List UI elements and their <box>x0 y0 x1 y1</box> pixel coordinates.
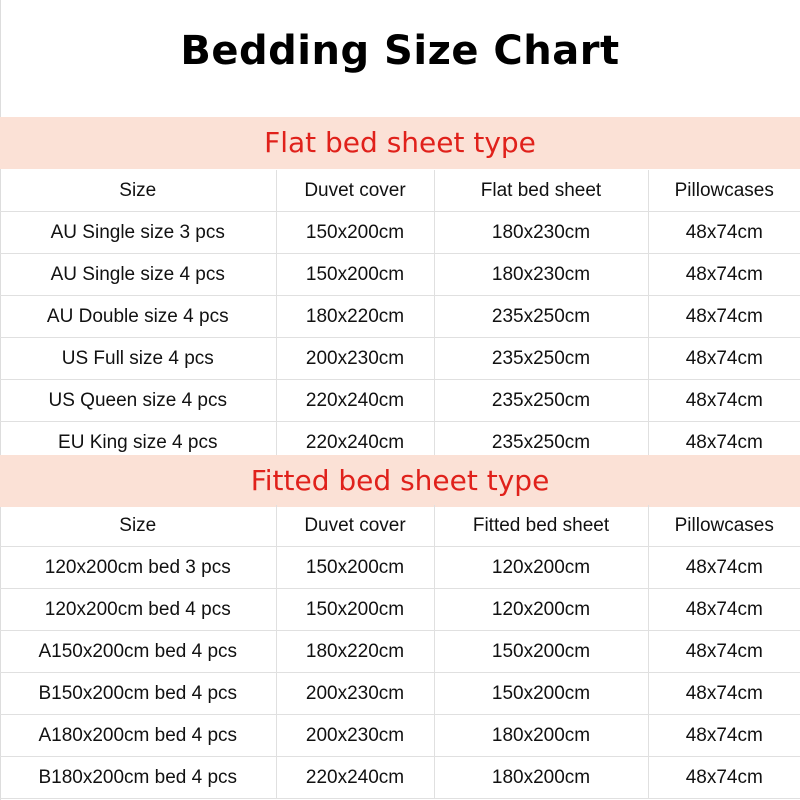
flat-size-table <box>0 170 800 464</box>
table-cell: 120x200cm <box>434 547 648 589</box>
table-cell: 48x74cm <box>648 715 800 757</box>
column-header: Size <box>0 505 276 547</box>
table-cell: AU Single size 4 pcs <box>0 254 276 296</box>
table-cell: 150x200cm <box>276 547 434 589</box>
column-header: Duvet cover <box>276 505 434 547</box>
table-cell: 235x250cm <box>434 380 648 422</box>
table-cell: 48x74cm <box>648 380 800 422</box>
table-cell: 48x74cm <box>648 296 800 338</box>
column-header: Pillowcases <box>648 170 800 212</box>
table-cell: 120x200cm bed 4 pcs <box>0 589 276 631</box>
table-cell: 48x74cm <box>648 589 800 631</box>
table-cell: 220x240cm <box>276 757 434 799</box>
table-cell: 235x250cm <box>434 296 648 338</box>
table-cell: 180x220cm <box>276 631 434 673</box>
table-cell: 150x200cm <box>434 673 648 715</box>
table-cell: B150x200cm bed 4 pcs <box>0 673 276 715</box>
table-cell: B180x200cm bed 4 pcs <box>0 757 276 799</box>
flat-section-heading: Flat bed sheet type <box>0 117 800 169</box>
table-row <box>0 380 800 422</box>
table-cell: 180x230cm <box>434 212 648 254</box>
table-cell: 220x240cm <box>276 422 434 464</box>
column-header: Duvet cover <box>276 170 434 212</box>
page-title: Bedding Size Chart <box>180 28 620 74</box>
table-row <box>0 631 800 673</box>
table-cell: A150x200cm bed 4 pcs <box>0 631 276 673</box>
table-cell: 48x74cm <box>648 631 800 673</box>
table-cell: 150x200cm <box>276 254 434 296</box>
table-cell: 235x250cm <box>434 338 648 380</box>
table-cell: US Queen size 4 pcs <box>0 380 276 422</box>
fitted-header-row <box>0 505 800 547</box>
table-cell: 220x240cm <box>276 380 434 422</box>
table-cell: 48x74cm <box>648 547 800 589</box>
flat-header-row <box>0 170 800 212</box>
table-row <box>0 589 800 631</box>
column-header: Pillowcases <box>648 505 800 547</box>
table-cell: A180x200cm bed 4 pcs <box>0 715 276 757</box>
table-cell: 150x200cm <box>276 589 434 631</box>
table-cell: US Full size 4 pcs <box>0 338 276 380</box>
table-cell: 120x200cm <box>434 589 648 631</box>
table-cell: 48x74cm <box>648 673 800 715</box>
table-cell: 200x230cm <box>276 715 434 757</box>
table-row <box>0 673 800 715</box>
table-row <box>0 338 800 380</box>
table-cell: 235x250cm <box>434 422 648 464</box>
table-row <box>0 254 800 296</box>
table-cell: 150x200cm <box>434 631 648 673</box>
table-cell: 180x220cm <box>276 296 434 338</box>
table-cell: AU Double size 4 pcs <box>0 296 276 338</box>
table-row <box>0 757 800 799</box>
table-cell: 150x200cm <box>276 212 434 254</box>
column-header: Flat bed sheet <box>434 170 648 212</box>
table-row <box>0 547 800 589</box>
table-row <box>0 715 800 757</box>
table-cell: AU Single size 3 pcs <box>0 212 276 254</box>
table-cell: 180x230cm <box>434 254 648 296</box>
table-cell: 180x200cm <box>434 715 648 757</box>
table-cell: 200x230cm <box>276 673 434 715</box>
column-header: Fitted bed sheet <box>434 505 648 547</box>
table-cell: 120x200cm bed 3 pcs <box>0 547 276 589</box>
column-header: Size <box>0 170 276 212</box>
table-row <box>0 296 800 338</box>
table-cell: 48x74cm <box>648 212 800 254</box>
fitted-size-table <box>0 505 800 799</box>
table-cell: 48x74cm <box>648 338 800 380</box>
table-cell: 200x230cm <box>276 338 434 380</box>
table-cell: 180x200cm <box>434 757 648 799</box>
table-cell: EU King size 4 pcs <box>0 422 276 464</box>
table-cell: 48x74cm <box>648 757 800 799</box>
fitted-section-heading: Fitted bed sheet type <box>0 455 800 507</box>
table-cell: 48x74cm <box>648 422 800 464</box>
table-cell: 48x74cm <box>648 254 800 296</box>
table-row <box>0 212 800 254</box>
